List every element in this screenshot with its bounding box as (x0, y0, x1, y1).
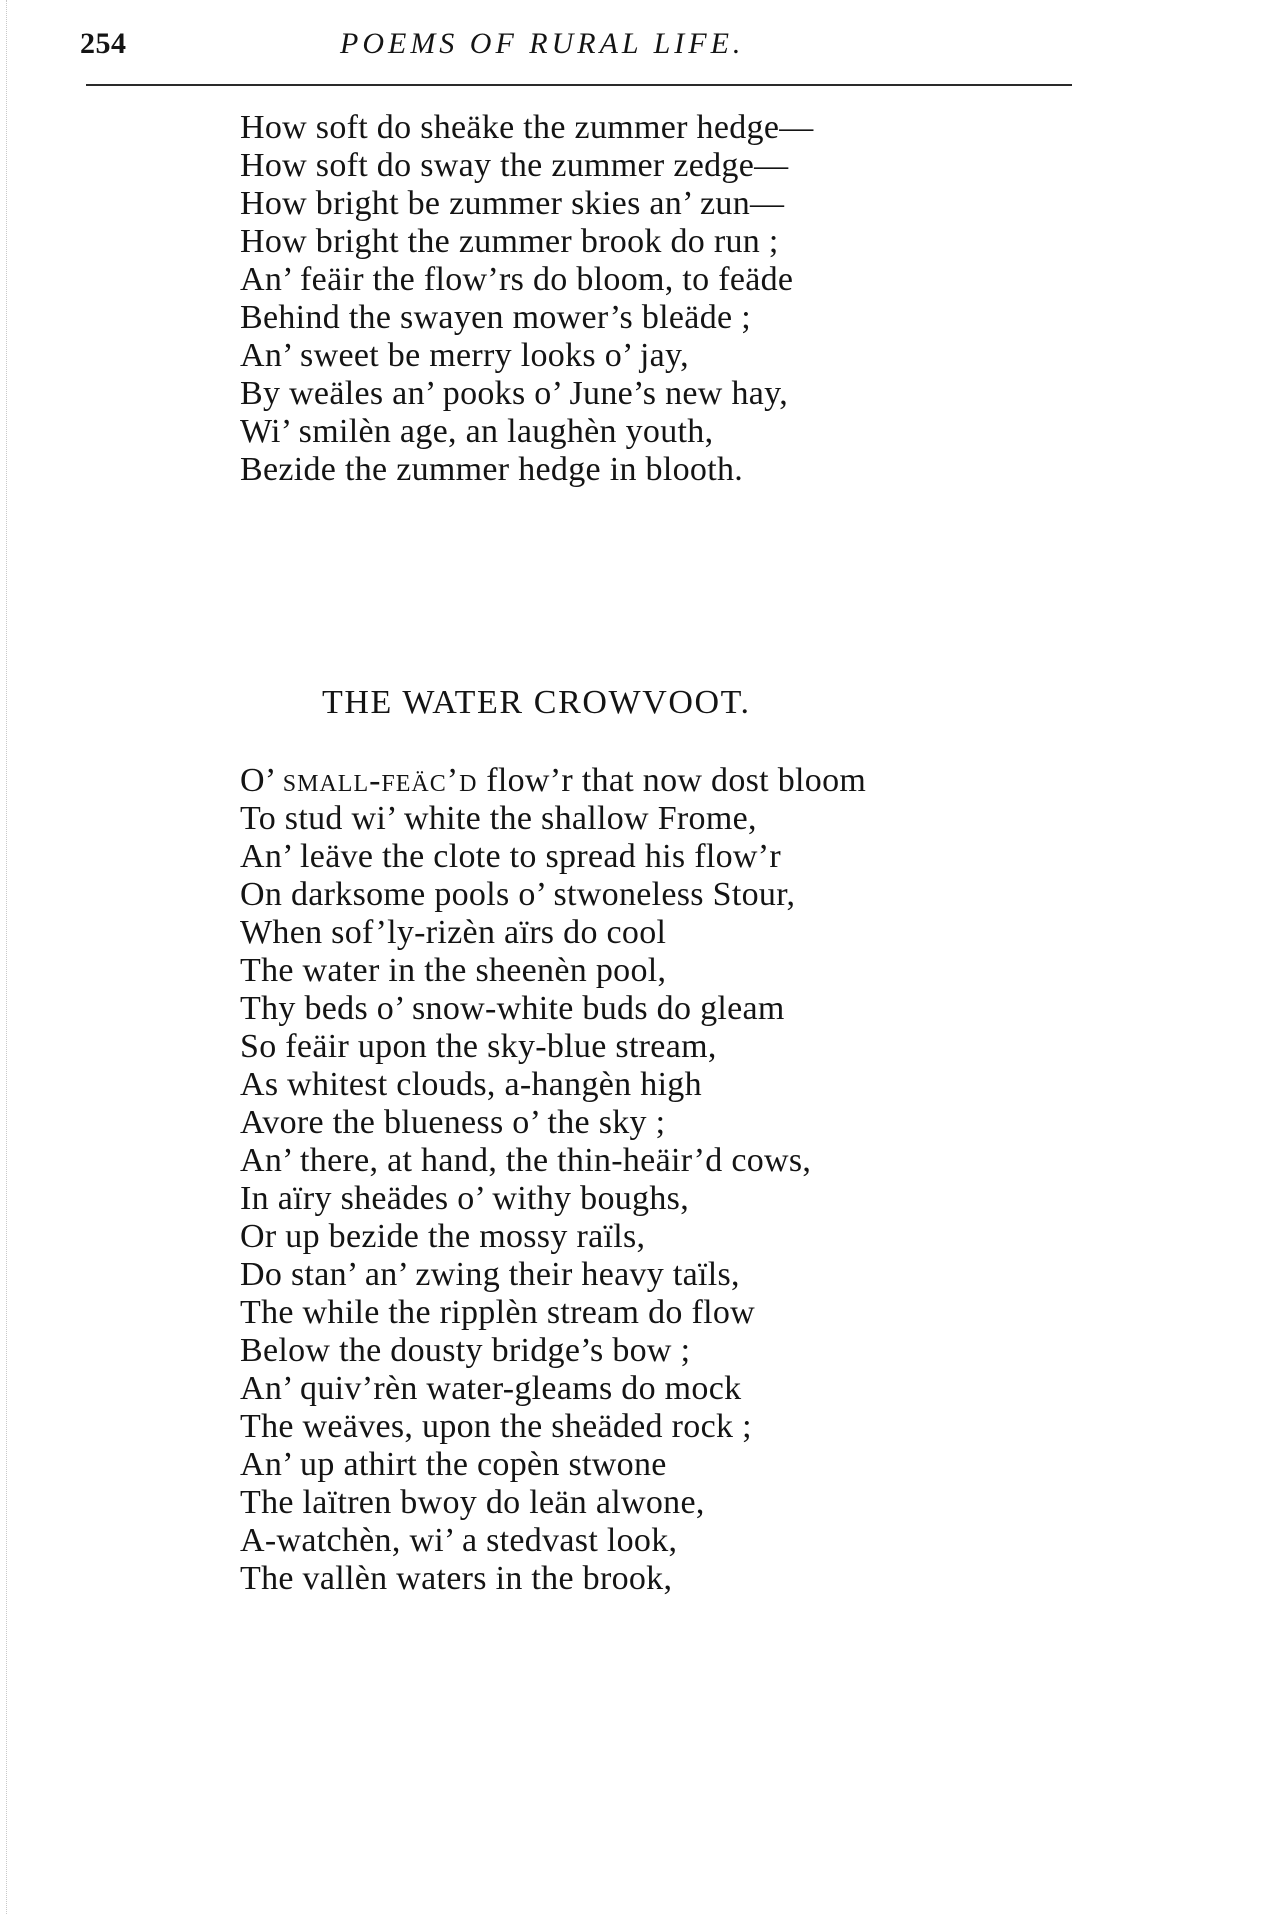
verse-line: An’ leäve the clote to spread his flow’r (240, 838, 782, 875)
poem-stanza (240, 762, 866, 1598)
verse-line: When sof’ly-rizèn aïrs do cool (240, 914, 667, 951)
verse-line: In aïry sheädes o’ withy boughs, (240, 1180, 689, 1217)
verse-line: An’ up athirt the copèn stwone (240, 1446, 667, 1483)
verse-line: An’ quiv’rèn water-gleams do mock (240, 1370, 742, 1407)
verse-line: A-watchèn, wi’ a stedvast look, (240, 1522, 678, 1559)
running-title: POEMS OF RURAL LIFE. (340, 27, 745, 60)
verse-line: The laïtren bwoy do leän alwone, (240, 1484, 705, 1521)
header-rule (86, 84, 1072, 86)
verse-line: The while the ripplèn stream do flow (240, 1294, 755, 1331)
verse-line: How bright be zummer skies an’ zun— (240, 185, 785, 222)
first-line-small-caps: small-feäc’d (282, 762, 478, 799)
verse-line: Wi’ smilèn age, an laughèn youth, (240, 413, 714, 450)
poem-title: THE WATER CROWVOOT. (322, 684, 751, 721)
verse-line: Behind the swayen mower’s bleäde ; (240, 299, 751, 336)
verse-line: How soft do sway the zummer zedge— (240, 147, 789, 184)
verse-line: The weäves, upon the sheäded rock ; (240, 1408, 752, 1445)
verse-line: By weäles an’ pooks o’ June’s new hay, (240, 375, 789, 412)
first-line-opening: O’ (240, 762, 274, 799)
verse-line: An’ sweet be merry looks o’ jay, (240, 337, 689, 374)
verse-line: The vallèn waters in the brook, (240, 1560, 673, 1597)
verse-line: An’ there, at hand, the thin-heäir’d cows, (240, 1142, 812, 1179)
verse-line: Avore the blueness o’ the sky ; (240, 1104, 666, 1141)
page-edge-dots (6, 0, 7, 1914)
verse-line: The water in the sheenèn pool, (240, 952, 667, 989)
verse-line: So feäir upon the sky-blue stream, (240, 1028, 717, 1065)
verse-line: An’ feäir the flow’rs do bloom, to feäde (240, 261, 794, 298)
verse-line: On darksome pools o’ stwoneless Stour, (240, 876, 796, 913)
poem-continued-stanza (240, 109, 814, 489)
verse-line: Bezide the zummer hedge in blooth. (240, 451, 744, 488)
verse-line: Or up bezide the mossy raïls, (240, 1218, 646, 1255)
verse-line: To stud wi’ white the shallow Frome, (240, 800, 757, 837)
verse-line: How bright the zummer brook do run ; (240, 223, 779, 260)
page-number: 254 (80, 27, 127, 60)
verse-line: Thy beds o’ snow-white buds do gleam (240, 990, 785, 1027)
verse-line: As whitest clouds, a-hangèn high (240, 1066, 702, 1103)
first-line-rest: flow’r that now dost bloom (486, 762, 867, 799)
verse-line: Do stan’ an’ zwing their heavy taïls, (240, 1256, 740, 1293)
verse-line: Below the dousty bridge’s bow ; (240, 1332, 691, 1369)
verse-line-first (240, 762, 866, 800)
verse-line: How soft do sheäke the zummer hedge— (240, 109, 814, 146)
